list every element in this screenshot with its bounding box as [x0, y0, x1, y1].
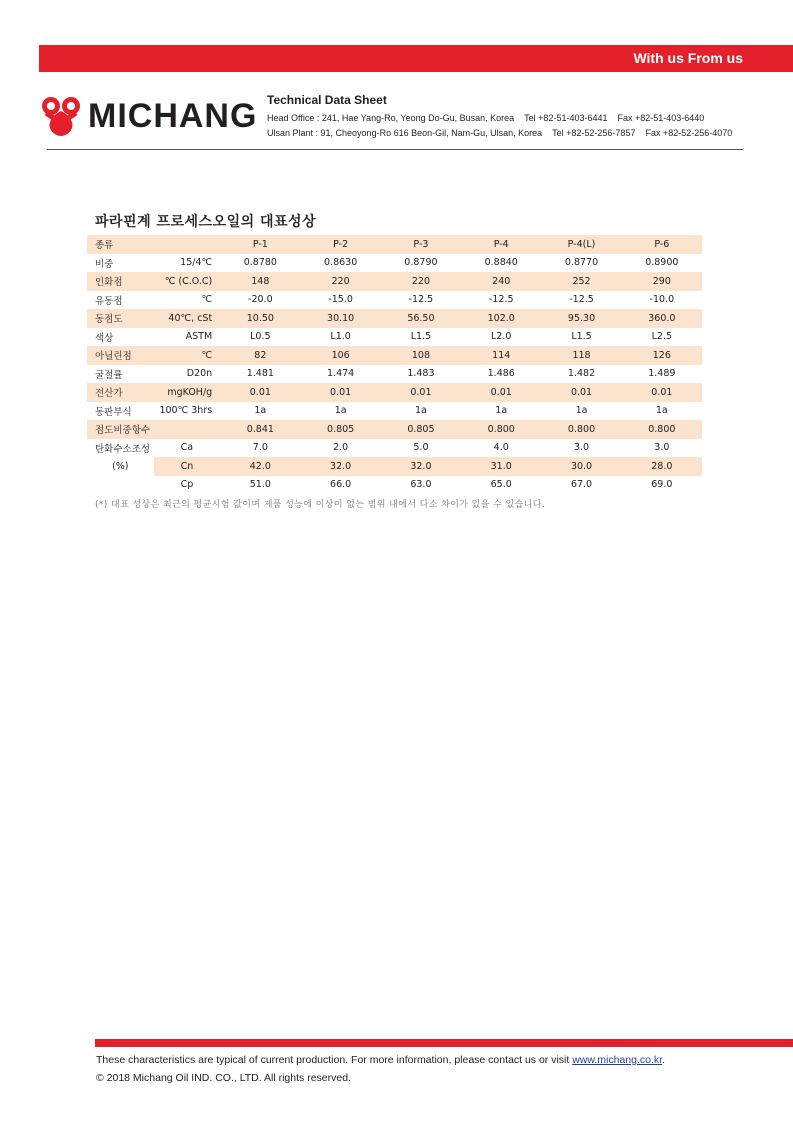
- row-unit: ℃: [201, 294, 213, 306]
- cell-value: -12.5: [488, 294, 514, 306]
- cell-value: -12.5: [408, 294, 434, 306]
- cell-value: 0.8770: [564, 257, 599, 269]
- company-logo: [40, 95, 257, 137]
- row-unit: ASTM: [185, 331, 213, 343]
- cell-value: 0.01: [220, 383, 300, 402]
- row-label: 유동점: [95, 295, 123, 307]
- row-unit: [154, 235, 221, 254]
- footnote: (*) 대표 성상은 최근의 평균시험 값이며 제품 성능에 이상이 없는 범위 내에서 다소 차이가 있을 수 있습니다.: [95, 500, 546, 510]
- row-unit: 15/4℃: [180, 257, 213, 269]
- cell-value: -20.0: [248, 294, 273, 306]
- logo-mark-icon: [40, 95, 82, 137]
- composition-symbol: Cn: [154, 457, 221, 476]
- cell-value: 30.10: [300, 309, 380, 328]
- cell-value: 7.0: [252, 442, 268, 454]
- footer-info-line: [96, 1051, 665, 1069]
- bottom-banner: [95, 1039, 793, 1047]
- cell-value: 1.482: [567, 368, 596, 380]
- cell-value: 0.8630: [324, 257, 358, 269]
- cell-value: 1a: [575, 405, 588, 417]
- brand-name: MICHANG: [88, 97, 258, 135]
- table-row: [87, 439, 702, 458]
- row-label: 동점도: [87, 309, 154, 328]
- ulsan-plant-address: Ulsan Plant : 91, Cheoyong-Ro 616 Beon-Gil, Nam-Gu, Ulsan, Korea: [267, 128, 543, 138]
- cell-value: 63.0: [410, 479, 432, 491]
- cell-value: 0.800: [541, 420, 621, 439]
- cell-value: 3.0: [573, 442, 590, 454]
- table-row: [87, 402, 702, 421]
- head-office-fax: Fax +82-51-403-6440: [617, 113, 705, 123]
- cell-value: 0.8780: [243, 257, 277, 269]
- row-label: 동판부식: [95, 406, 132, 418]
- document-title: Technical Data Sheet: [267, 93, 387, 107]
- cell-value: 114: [461, 346, 541, 365]
- cell-value: 82: [220, 346, 300, 365]
- cell-value: 0.8900: [645, 257, 679, 269]
- slogan: With us From us: [633, 50, 743, 66]
- row-label: 점도비중항수: [87, 420, 154, 439]
- header-divider: [47, 149, 743, 150]
- cell-value: P-4(L): [541, 235, 621, 254]
- table-row: [87, 254, 702, 273]
- cell-value: 0.01: [541, 383, 621, 402]
- row-label: 굴절률: [95, 369, 123, 381]
- table-row: [87, 457, 702, 476]
- ulsan-plant-tel: Tel +82-52-256-7857: [552, 128, 636, 138]
- cell-value: P-3: [381, 235, 461, 254]
- cell-value: P-1: [220, 235, 300, 254]
- table-row: [87, 235, 702, 254]
- row-unit: ℃ (C.O.C): [154, 272, 221, 291]
- head-office-address: Head Office : 241, Hae Yang-Ro, Yeong Do-Gu, Busan, Korea: [267, 113, 515, 123]
- ulsan-plant-fax: Fax +82-52-256-4070: [645, 128, 733, 138]
- cell-value: 5.0: [413, 442, 429, 454]
- table-row: [87, 365, 702, 384]
- cell-value: 66.0: [330, 479, 352, 491]
- cell-value: 67.0: [570, 479, 593, 491]
- row-label: 전산가: [87, 383, 154, 402]
- cell-value: 1.483: [407, 368, 435, 380]
- copyright: © 2018 Michang Oil IND. CO., LTD. All rights reserved.: [96, 1072, 351, 1084]
- properties-table: [87, 235, 702, 494]
- cell-value: 1a: [655, 405, 668, 417]
- section-title: 파라핀계 프로세스오일의 대표성상: [95, 214, 317, 230]
- composition-label: 탄화수소조성: [95, 443, 151, 455]
- cell-value: 32.0: [381, 457, 461, 476]
- ulsan-plant-line: [267, 126, 732, 141]
- footer-info-text: These characteristics are typical of current production. For more information, please contact us or visit: [96, 1054, 573, 1066]
- cell-value: 290: [622, 272, 702, 291]
- table-row: [87, 383, 702, 402]
- cell-value: L0.5: [250, 331, 271, 343]
- cell-value: 1a: [495, 405, 508, 417]
- cell-value: 0.8840: [484, 257, 518, 269]
- row-label: 색상: [95, 332, 114, 344]
- cell-value: 51.0: [249, 479, 271, 491]
- cell-value: -12.5: [569, 294, 594, 306]
- composition-symbol: Cp: [180, 479, 194, 491]
- cell-value: L2.5: [651, 331, 673, 343]
- cell-value: 10.50: [220, 309, 300, 328]
- cell-value: L2.0: [491, 331, 512, 343]
- cell-value: 28.0: [622, 457, 702, 476]
- table-row: [87, 420, 702, 439]
- cell-value: 126: [622, 346, 702, 365]
- cell-value: P-6: [622, 235, 702, 254]
- cell-value: -15.0: [328, 294, 353, 306]
- top-banner: [39, 45, 793, 72]
- row-label: 아닐린점: [87, 346, 154, 365]
- composition-label-cell: [87, 476, 154, 495]
- table-row: [87, 476, 702, 495]
- table-row: [87, 291, 702, 310]
- footer: [96, 1051, 665, 1087]
- cell-value: 0.841: [220, 420, 300, 439]
- head-office-line: [267, 111, 732, 126]
- composition-percent: (%): [112, 460, 129, 472]
- cell-value: 106: [300, 346, 380, 365]
- cell-value: 56.50: [381, 309, 461, 328]
- row-unit: 100℃ 3hrs: [159, 405, 213, 417]
- cell-value: 0.01: [461, 383, 541, 402]
- cell-value: 0.8790: [404, 257, 438, 269]
- cell-value: 1.481: [246, 368, 274, 380]
- cell-value: P-2: [300, 235, 380, 254]
- cell-value: 32.0: [300, 457, 380, 476]
- row-label: 종류: [87, 235, 154, 254]
- cell-value: 1.486: [487, 368, 515, 380]
- cell-value: 0.800: [461, 420, 541, 439]
- row-label: 비중: [95, 258, 114, 270]
- cell-value: 1a: [334, 405, 347, 417]
- row-label: 인화점: [87, 272, 154, 291]
- row-unit: mgKOH/g: [154, 383, 221, 402]
- table-row: [87, 328, 702, 347]
- table-row: [87, 309, 702, 328]
- cell-value: 4.0: [493, 442, 509, 454]
- row-unit: [154, 420, 221, 439]
- row-unit: 40℃, cSt: [154, 309, 221, 328]
- cell-value: 252: [541, 272, 621, 291]
- cell-value: 108: [381, 346, 461, 365]
- cell-value: P-4: [461, 235, 541, 254]
- cell-value: 0.800: [622, 420, 702, 439]
- cell-value: 0.01: [381, 383, 461, 402]
- cell-value: 118: [541, 346, 621, 365]
- cell-value: 1.474: [327, 368, 355, 380]
- cell-value: 95.30: [541, 309, 621, 328]
- website-link[interactable]: www.michang.co.kr: [572, 1054, 663, 1066]
- cell-value: 2.0: [333, 442, 349, 454]
- composition-symbol: Ca: [180, 442, 194, 454]
- cell-value: 65.0: [490, 479, 512, 491]
- cell-value: 0.01: [622, 383, 702, 402]
- cell-value: 220: [381, 272, 461, 291]
- cell-value: L1.5: [410, 331, 432, 343]
- cell-value: 1.489: [648, 368, 676, 380]
- cell-value: 0.805: [381, 420, 461, 439]
- cell-value: 240: [461, 272, 541, 291]
- cell-value: 69.0: [651, 479, 673, 491]
- cell-value: 1a: [414, 405, 427, 417]
- table-row: [87, 272, 702, 291]
- cell-value: 1a: [254, 405, 267, 417]
- cell-value: 360.0: [622, 309, 702, 328]
- row-unit: ℃: [154, 346, 221, 365]
- footer-info-end: .: [662, 1054, 665, 1066]
- cell-value: 42.0: [220, 457, 300, 476]
- cell-value: 30.0: [541, 457, 621, 476]
- row-unit: D20n: [186, 368, 213, 380]
- table-row: [87, 346, 702, 365]
- document-header: [267, 93, 732, 141]
- cell-value: -10.0: [649, 294, 675, 306]
- cell-value: 148: [220, 272, 300, 291]
- cell-value: 31.0: [461, 457, 541, 476]
- cell-value: 3.0: [654, 442, 670, 454]
- cell-value: 0.01: [300, 383, 380, 402]
- cell-value: 0.805: [300, 420, 380, 439]
- head-office-tel: Tel +82-51-403-6441: [524, 113, 608, 123]
- cell-value: 102.0: [461, 309, 541, 328]
- cell-value: 220: [300, 272, 380, 291]
- cell-value: L1.0: [330, 331, 351, 343]
- cell-value: L1.5: [571, 331, 592, 343]
